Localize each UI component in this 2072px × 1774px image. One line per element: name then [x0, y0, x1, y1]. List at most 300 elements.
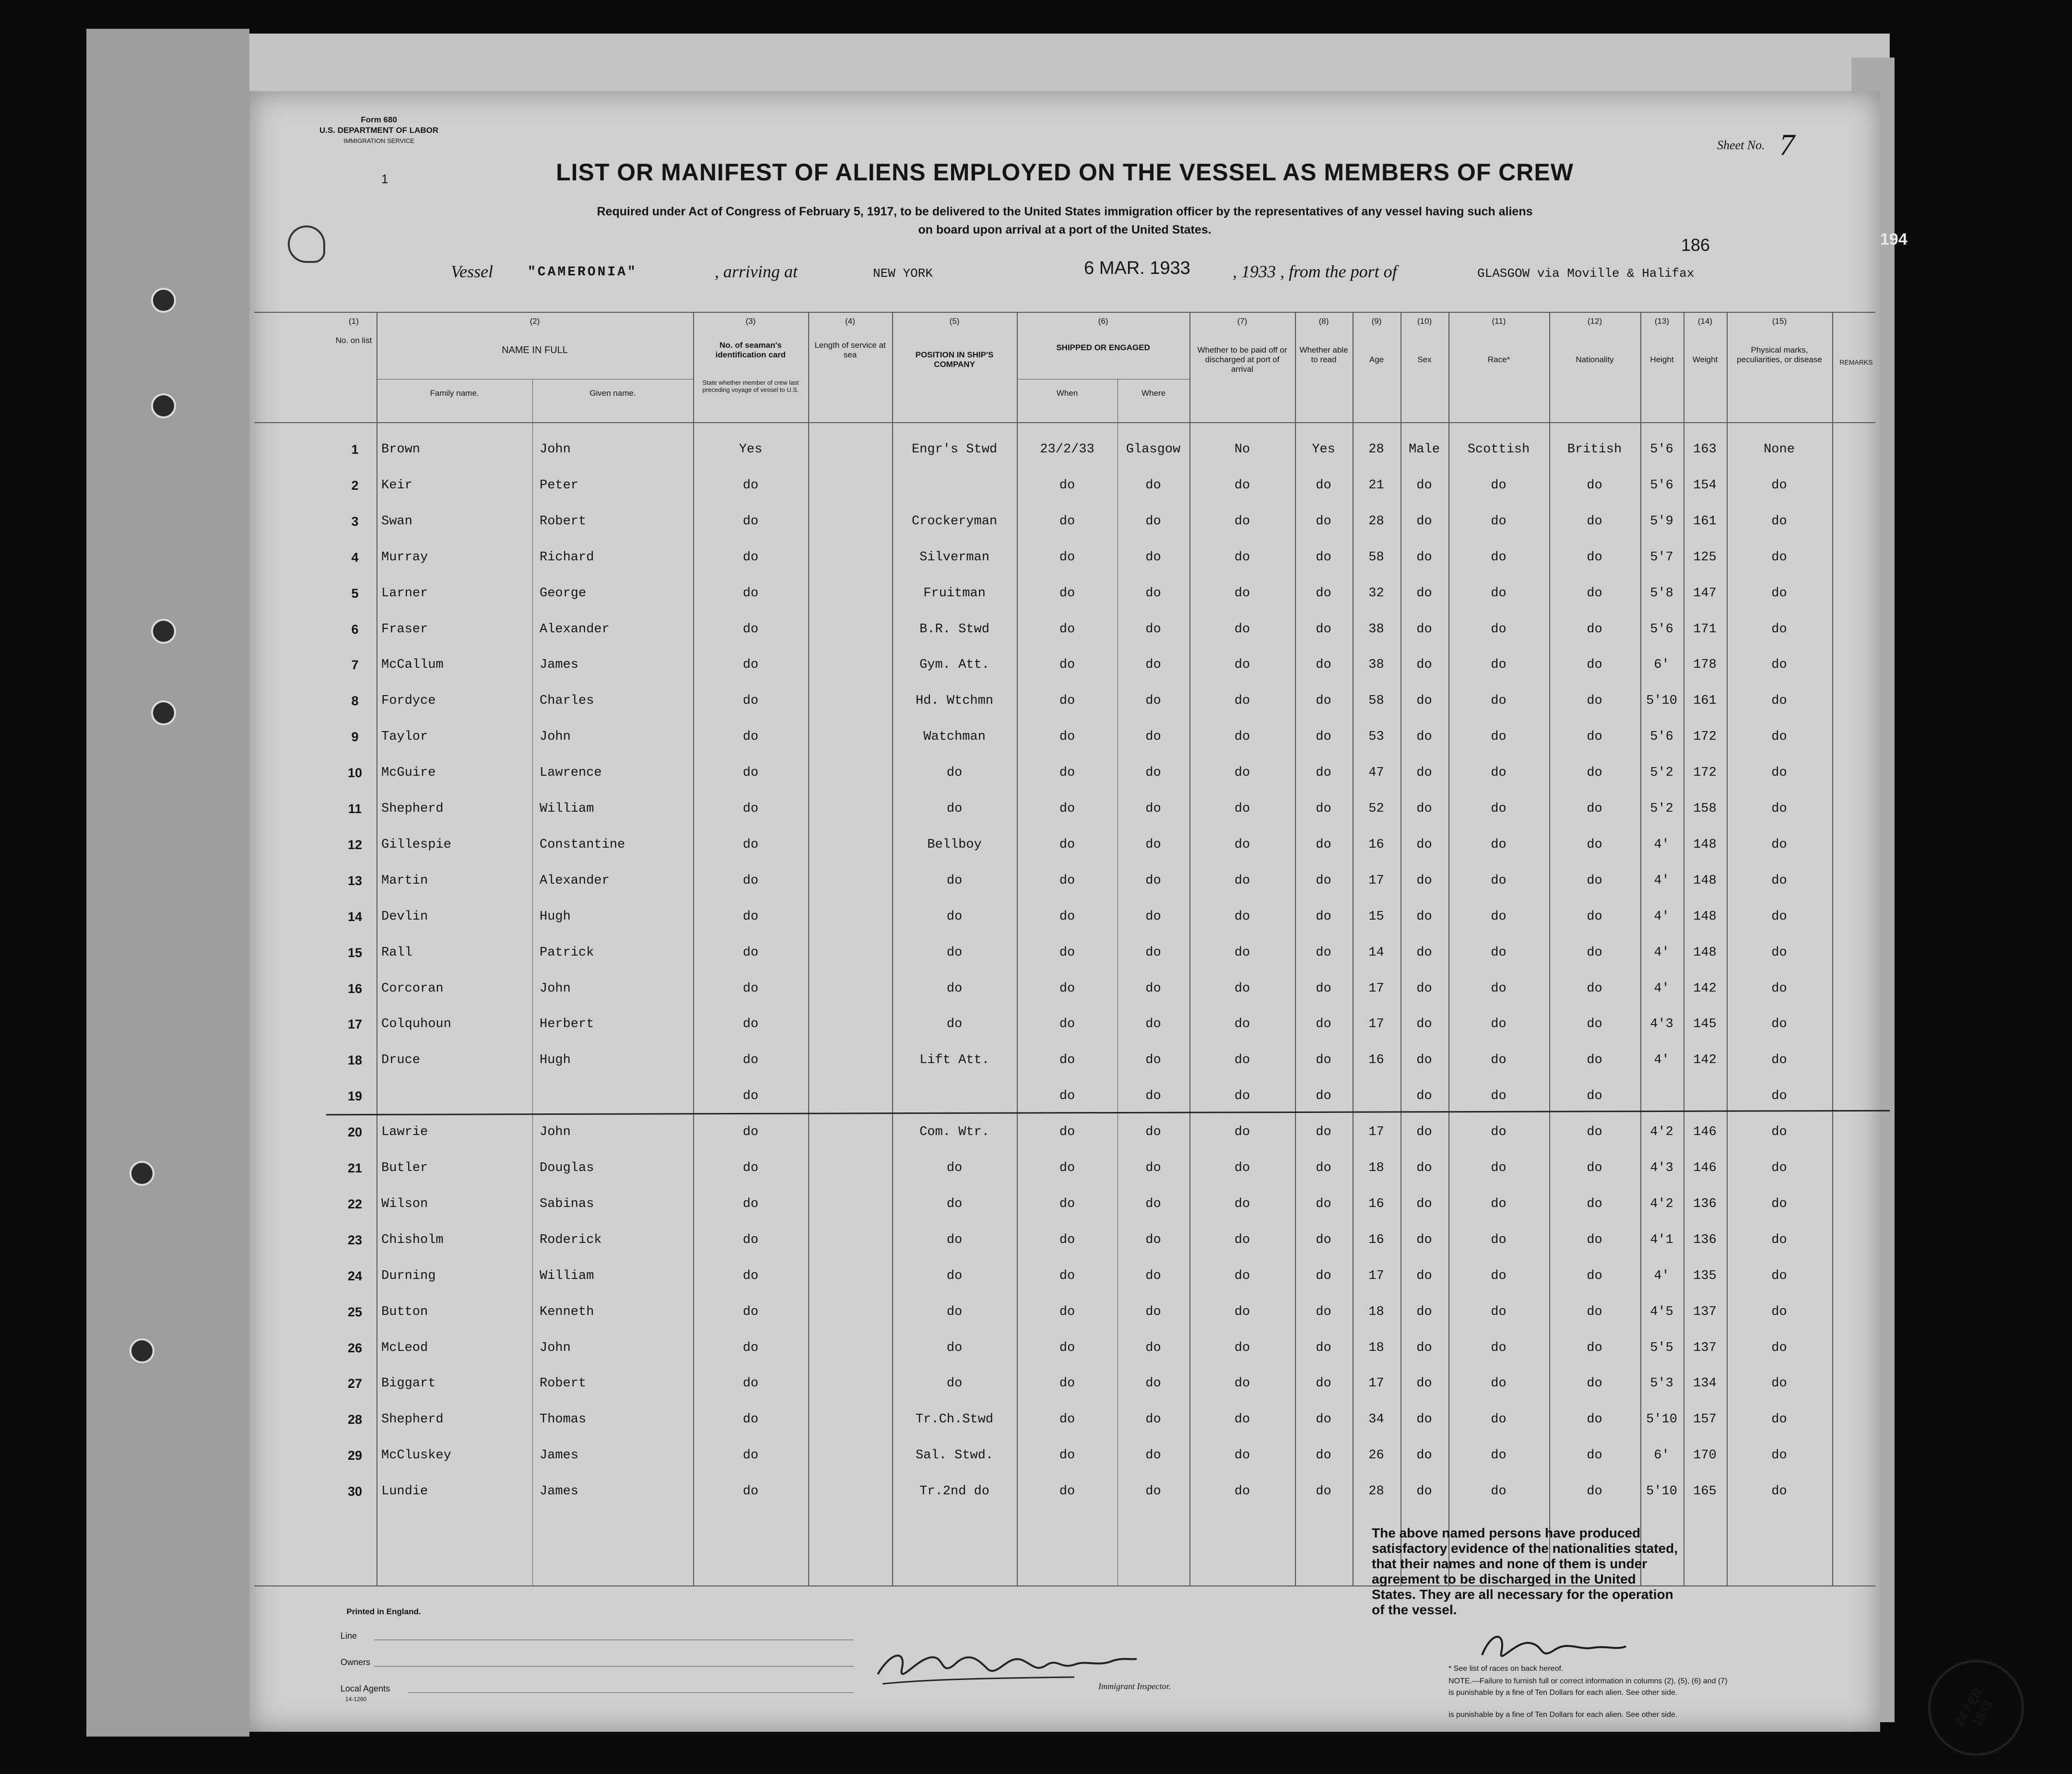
- cell-row-number: 30: [347, 1484, 363, 1499]
- cell-position: do: [946, 766, 963, 781]
- cell-race: do: [1491, 694, 1507, 709]
- cell-age: 26: [1368, 1448, 1384, 1463]
- col-header-weight: Weight: [1692, 355, 1718, 364]
- cell-weight: 136: [1693, 1232, 1717, 1247]
- cell-height: 6': [1654, 658, 1670, 673]
- cell-family-name: Brown: [381, 442, 421, 457]
- cell-position: do: [946, 945, 963, 960]
- cell-physical-marks: None: [1764, 442, 1795, 457]
- cell-nationality: do: [1587, 981, 1602, 996]
- cell-id-card: do: [742, 1161, 759, 1175]
- table-row: [249, 1042, 1880, 1078]
- cell-family-name: Wilson: [381, 1196, 428, 1211]
- certification-stamp: The above named persons have produced satisfactory evidence of the nationalities stated, that their names and none of them is under agreement to be discharged in the United States. They are all necessary for the operation of the vessel.: [1372, 1526, 1678, 1617]
- table-header-rule: [254, 422, 1875, 423]
- cell-able-to-read: do: [1316, 802, 1331, 816]
- cell-height: 5'5: [1650, 1340, 1673, 1355]
- cell-shipped-when: do: [1059, 694, 1075, 709]
- cell-family-name: McCluskey: [381, 1448, 451, 1463]
- page-number-stamp-2: 194: [1880, 230, 1907, 248]
- cell-shipped-where: do: [1145, 694, 1161, 709]
- cell-able-to-read: do: [1316, 514, 1331, 529]
- cell-physical-marks: do: [1771, 1089, 1787, 1104]
- cell-nationality: do: [1587, 1376, 1602, 1391]
- cell-shipped-where: Glasgow: [1126, 442, 1181, 457]
- cell-age: 53: [1368, 730, 1384, 745]
- cell-row-number: 3: [351, 514, 359, 529]
- page-number-stamp: 186: [1681, 235, 1710, 255]
- cell-row-number: 11: [348, 802, 362, 816]
- cell-row-number: 7: [351, 658, 359, 673]
- cell-paid-off: do: [1234, 1232, 1250, 1247]
- cell-row-number: 13: [347, 873, 363, 888]
- cell-row-number: 22: [347, 1196, 363, 1211]
- cell-id-card: do: [742, 1232, 759, 1247]
- cell-id-card: Yes: [739, 442, 763, 457]
- cell-able-to-read: do: [1316, 1268, 1331, 1283]
- cell-row-number: 28: [347, 1412, 363, 1427]
- cell-weight: 154: [1693, 478, 1717, 493]
- cell-age: 38: [1368, 658, 1384, 673]
- cell-row-number: 14: [347, 909, 363, 924]
- cell-id-card: do: [742, 1304, 759, 1319]
- cell-able-to-read: do: [1316, 1484, 1331, 1499]
- line-label: Line: [341, 1631, 357, 1641]
- cell-race: do: [1491, 981, 1507, 996]
- cell-physical-marks: do: [1771, 1448, 1787, 1463]
- table-row: [249, 1150, 1880, 1186]
- cell-given-name: Douglas: [540, 1161, 594, 1175]
- date-stamp-text: 24 FEB. 1933: [1952, 1682, 1996, 1729]
- cell-nationality: British: [1567, 442, 1622, 457]
- cell-weight: 148: [1693, 837, 1717, 852]
- page-title: LIST OR MANIFEST OF ALIENS EMPLOYED ON THE VESSEL AS MEMBERS OF CREW: [556, 159, 1574, 186]
- cell-nationality: do: [1587, 622, 1602, 637]
- cell-physical-marks: do: [1771, 550, 1787, 565]
- table-row: [249, 899, 1880, 934]
- cell-able-to-read: do: [1316, 694, 1331, 709]
- col-header-physical-marks: Physical marks, peculiarities, or disease: [1737, 345, 1822, 364]
- cell-shipped-when: do: [1059, 873, 1075, 888]
- col-header-nationality: Nationality: [1576, 355, 1614, 364]
- cell-shipped-when: do: [1059, 514, 1075, 529]
- cell-physical-marks: do: [1771, 945, 1787, 960]
- cell-nationality: do: [1587, 945, 1602, 960]
- cell-id-card: do: [742, 873, 759, 888]
- cell-weight: 146: [1693, 1125, 1717, 1140]
- cell-race: do: [1491, 802, 1507, 816]
- cell-shipped-when: do: [1059, 766, 1075, 781]
- cell-sex: do: [1416, 1304, 1432, 1319]
- cell-weight: 157: [1693, 1412, 1717, 1427]
- cell-age: 28: [1368, 1484, 1384, 1499]
- cell-shipped-when: do: [1059, 1304, 1075, 1319]
- cell-height: 5'3: [1650, 1376, 1673, 1391]
- cell-id-card: do: [742, 1376, 759, 1391]
- cell-sex: do: [1416, 1448, 1432, 1463]
- cell-weight: 142: [1693, 1053, 1717, 1068]
- cell-sex: do: [1416, 1412, 1432, 1427]
- cell-paid-off: do: [1234, 909, 1250, 924]
- cell-family-name: Corcoran: [381, 981, 444, 996]
- cell-sex: do: [1416, 981, 1432, 996]
- cell-position: Hd. Wtchmn: [915, 694, 994, 709]
- cell-paid-off: do: [1234, 1053, 1250, 1068]
- cell-row-number: 4: [351, 550, 359, 565]
- cell-race: do: [1491, 1412, 1507, 1427]
- cell-shipped-when: 23/2/33: [1040, 442, 1095, 457]
- cell-paid-off: do: [1234, 981, 1250, 996]
- cell-given-name: John: [540, 981, 571, 996]
- cell-weight: 125: [1693, 550, 1717, 565]
- cell-weight: 178: [1693, 658, 1717, 673]
- col-num-8: (8): [1319, 317, 1329, 326]
- col-num-3: (3): [745, 317, 756, 326]
- cell-age: 18: [1368, 1340, 1384, 1355]
- col-header-when: When: [1056, 389, 1078, 398]
- cell-physical-marks: do: [1771, 514, 1787, 529]
- cell-position: do: [946, 802, 963, 816]
- cell-family-name: Fraser: [381, 622, 428, 637]
- cell-row-number: 2: [351, 478, 359, 493]
- cell-family-name: Swan: [381, 514, 412, 529]
- cell-nationality: do: [1587, 1304, 1602, 1319]
- cell-paid-off: do: [1234, 802, 1250, 816]
- cell-paid-off: do: [1234, 1196, 1250, 1211]
- cell-family-name: Lawrie: [381, 1125, 428, 1140]
- table-row: [249, 827, 1880, 863]
- cell-id-card: do: [742, 981, 759, 996]
- cell-able-to-read: do: [1316, 1304, 1331, 1319]
- col-header-where: Where: [1141, 389, 1166, 398]
- cell-nationality: do: [1587, 694, 1602, 709]
- cell-nationality: do: [1587, 1484, 1602, 1499]
- cell-weight: 146: [1693, 1161, 1717, 1175]
- cell-given-name: Thomas: [540, 1412, 587, 1427]
- cell-paid-off: do: [1234, 873, 1250, 888]
- cell-row-number: 21: [347, 1161, 363, 1175]
- cell-nationality: do: [1587, 1161, 1602, 1175]
- cell-race: do: [1491, 1196, 1507, 1211]
- table-row: [249, 1330, 1880, 1366]
- cell-row-number: 8: [351, 694, 359, 709]
- cell-given-name: Richard: [540, 550, 594, 565]
- cell-given-name: Alexander: [540, 622, 610, 637]
- cell-physical-marks: do: [1771, 1304, 1787, 1319]
- cell-shipped-where: do: [1145, 1268, 1161, 1283]
- cell-height: 4'2: [1650, 1125, 1673, 1140]
- table-row: [249, 1114, 1880, 1150]
- cell-row-number: 27: [347, 1376, 363, 1391]
- cell-weight: 142: [1693, 981, 1717, 996]
- cell-race: do: [1491, 945, 1507, 960]
- cell-paid-off: do: [1234, 694, 1250, 709]
- underlying-sheet-top: [201, 34, 1890, 101]
- sheet-number: 7: [1779, 128, 1795, 162]
- service: IMMIGRATION SERVICE: [343, 137, 414, 144]
- cell-paid-off: do: [1234, 766, 1250, 781]
- cell-shipped-where: do: [1145, 873, 1161, 888]
- cell-row-number: 18: [347, 1053, 363, 1068]
- cell-weight: 170: [1693, 1448, 1717, 1463]
- cell-paid-off: do: [1234, 1161, 1250, 1175]
- col-header-name: NAME IN FULL: [502, 345, 568, 355]
- table-row: [249, 683, 1880, 719]
- cell-shipped-when: do: [1059, 1196, 1075, 1211]
- cell-id-card: do: [742, 1089, 759, 1104]
- cell-height: 4'3: [1650, 1161, 1673, 1175]
- cell-shipped-where: do: [1145, 766, 1161, 781]
- cell-physical-marks: do: [1771, 1484, 1787, 1499]
- cell-id-card: do: [742, 622, 759, 637]
- cell-height: 4'3: [1650, 1017, 1673, 1032]
- circled-q-mark: [288, 225, 325, 263]
- cell-nationality: do: [1587, 909, 1602, 924]
- cell-family-name: McGuire: [381, 766, 436, 781]
- cell-shipped-when: do: [1059, 909, 1075, 924]
- cell-physical-marks: do: [1771, 981, 1787, 996]
- cell-shipped-when: do: [1059, 1340, 1075, 1355]
- arrival-date-stamp: 6 MAR. 1933: [1084, 258, 1190, 278]
- cell-position: B.R. Stwd: [919, 622, 989, 637]
- cell-height: 4': [1654, 981, 1670, 996]
- cell-id-card: do: [742, 730, 759, 745]
- table-row: [249, 647, 1880, 683]
- cell-family-name: Butler: [381, 1161, 428, 1175]
- arriving-label: , arriving at: [715, 262, 798, 281]
- cell-position: Tr.2nd do: [919, 1484, 989, 1499]
- cell-shipped-where: do: [1145, 1125, 1161, 1140]
- cell-physical-marks: do: [1771, 1376, 1787, 1391]
- cell-position: Gym. Att.: [919, 658, 989, 673]
- cell-age: 58: [1368, 694, 1384, 709]
- cell-weight: 158: [1693, 802, 1717, 816]
- cell-race: do: [1491, 1161, 1507, 1175]
- cell-sex: do: [1416, 478, 1432, 493]
- cell-sex: do: [1416, 1089, 1432, 1104]
- cell-weight: 137: [1693, 1304, 1717, 1319]
- cell-shipped-where: do: [1145, 945, 1161, 960]
- cell-position: do: [946, 1161, 963, 1175]
- cell-family-name: Druce: [381, 1053, 421, 1068]
- cell-given-name: Peter: [540, 478, 579, 493]
- cell-nationality: do: [1587, 1125, 1602, 1140]
- cell-given-name: William: [540, 802, 594, 816]
- cell-shipped-where: do: [1145, 802, 1161, 816]
- col-header-shipped: SHIPPED OR ENGAGED: [1056, 343, 1150, 352]
- cell-id-card: do: [742, 1053, 759, 1068]
- cell-given-name: Hugh: [540, 1053, 571, 1068]
- cell-row-number: 15: [347, 945, 363, 960]
- cell-id-card: do: [742, 1017, 759, 1032]
- cell-position: do: [946, 1376, 963, 1391]
- cell-family-name: Devlin: [381, 909, 428, 924]
- cell-age: 52: [1368, 802, 1384, 816]
- cell-row-number: 9: [351, 730, 359, 745]
- cell-race: do: [1491, 1376, 1507, 1391]
- cell-family-name: Murray: [381, 550, 428, 565]
- cell-position: Silverman: [919, 550, 989, 565]
- cell-sex: do: [1416, 514, 1432, 529]
- cell-shipped-when: do: [1059, 658, 1075, 673]
- cell-family-name: Durning: [381, 1268, 436, 1283]
- cell-sex: Male: [1409, 442, 1440, 457]
- cell-id-card: do: [742, 694, 759, 709]
- cell-family-name: Chisholm: [381, 1232, 444, 1247]
- master-signature: [1477, 1621, 1631, 1669]
- cell-shipped-where: do: [1145, 1161, 1161, 1175]
- cell-weight: 172: [1693, 766, 1717, 781]
- cell-weight: 165: [1693, 1484, 1717, 1499]
- cell-row-number: 26: [347, 1340, 363, 1355]
- cell-physical-marks: do: [1771, 1412, 1787, 1427]
- cell-race: do: [1491, 1053, 1507, 1068]
- col-header-position: POSITION IN SHIP'S COMPANY: [915, 350, 994, 369]
- cell-given-name: William: [540, 1268, 594, 1283]
- cell-nationality: do: [1587, 873, 1602, 888]
- printed-in-england: Printed in England.: [346, 1607, 421, 1616]
- cell-able-to-read: do: [1316, 873, 1331, 888]
- col-header-id-card: No. of seaman's identification card: [715, 341, 786, 359]
- cell-height: 5'10: [1646, 1484, 1677, 1499]
- vessel-name: "CAMERONIA": [528, 265, 637, 280]
- cell-id-card: do: [742, 802, 759, 816]
- cell-height: 4': [1654, 1268, 1670, 1283]
- cell-sex: do: [1416, 1196, 1432, 1211]
- col-header-height: Height: [1650, 355, 1674, 364]
- cell-age: 17: [1368, 1376, 1384, 1391]
- cell-nationality: do: [1587, 1017, 1602, 1032]
- sheet-label: Sheet No.: [1717, 138, 1765, 152]
- col-num-6: (6): [1098, 317, 1108, 326]
- punch-hole: [151, 700, 176, 725]
- col-num-7: (7): [1237, 317, 1248, 326]
- cell-able-to-read: do: [1316, 1448, 1331, 1463]
- note-line-3: is punishable by a fine of Ten Dollars for each alien. See other side.: [1448, 1711, 1678, 1719]
- cell-nationality: do: [1587, 1053, 1602, 1068]
- col-header-given-name: Given name.: [589, 389, 636, 398]
- cell-given-name: Charles: [540, 694, 594, 709]
- department: U.S. DEPARTMENT OF LABOR: [319, 126, 439, 135]
- cell-weight: 145: [1693, 1017, 1717, 1032]
- punch-hole: [151, 619, 176, 644]
- cell-position: Tr.Ch.Stwd: [915, 1412, 994, 1427]
- cell-shipped-where: do: [1145, 658, 1161, 673]
- cell-physical-marks: do: [1771, 1268, 1787, 1283]
- col-num-9: (9): [1371, 317, 1382, 326]
- cell-weight: 136: [1693, 1196, 1717, 1211]
- manifest-sheet: [249, 91, 1996, 1732]
- table-row: [249, 1222, 1880, 1258]
- cell-shipped-where: do: [1145, 622, 1161, 637]
- cell-sex: do: [1416, 1232, 1432, 1247]
- cell-sex: do: [1416, 1125, 1432, 1140]
- cell-able-to-read: do: [1316, 1161, 1331, 1175]
- table-row: [249, 971, 1880, 1006]
- cell-weight: 148: [1693, 945, 1717, 960]
- col-header-id-card-note: State whether member of crew last preceding voyage of vessel to U.S.: [702, 379, 799, 393]
- cell-height: 4': [1654, 1053, 1670, 1068]
- col-num-1: (1): [349, 317, 359, 326]
- cell-age: 17: [1368, 1125, 1384, 1140]
- cell-race: do: [1491, 873, 1507, 888]
- cell-age: 17: [1368, 1017, 1384, 1032]
- cell-physical-marks: do: [1771, 622, 1787, 637]
- cell-physical-marks: do: [1771, 1125, 1787, 1140]
- cell-able-to-read: do: [1316, 1017, 1331, 1032]
- cell-shipped-when: do: [1059, 550, 1075, 565]
- cell-age: 17: [1368, 981, 1384, 996]
- page-mark: 1: [381, 172, 388, 186]
- cell-family-name: Martin: [381, 873, 428, 888]
- cell-race: do: [1491, 766, 1507, 781]
- cell-shipped-where: do: [1145, 1089, 1161, 1104]
- cell-shipped-where: do: [1145, 1196, 1161, 1211]
- table-row: [249, 1438, 1880, 1473]
- cell-weight: [1684, 1078, 1725, 1114]
- cell-able-to-read: do: [1316, 945, 1331, 960]
- cell-race: do: [1491, 1304, 1507, 1319]
- cell-age: 16: [1368, 1053, 1384, 1068]
- cell-age: 28: [1368, 514, 1384, 529]
- col-num-15: (15): [1772, 317, 1787, 326]
- date-stamp: [1928, 1660, 2024, 1756]
- cell-family-name: Larner: [381, 586, 428, 601]
- cell-shipped-when: do: [1059, 478, 1075, 493]
- cell-physical-marks: do: [1771, 586, 1787, 601]
- cell-id-card: do: [742, 1340, 759, 1355]
- cell-position: do: [946, 1017, 963, 1032]
- cell-sex: do: [1416, 550, 1432, 565]
- table-row: [249, 863, 1880, 899]
- cell-race: do: [1491, 1232, 1507, 1247]
- cell-age: 34: [1368, 1412, 1384, 1427]
- col-header-race: Race*: [1487, 355, 1510, 364]
- cell-shipped-when: do: [1059, 945, 1075, 960]
- cell-id-card: do: [742, 586, 759, 601]
- cell-row-number: 17: [347, 1017, 363, 1032]
- cell-given-name: George: [540, 586, 587, 601]
- cell-given-name: James: [540, 1484, 579, 1499]
- col-num-14: (14): [1697, 317, 1713, 326]
- cell-shipped-where: do: [1145, 1376, 1161, 1391]
- punch-hole: [151, 288, 176, 313]
- table-row: [249, 791, 1880, 827]
- cell-given-name: Sabinas: [540, 1196, 594, 1211]
- cell-height: 5'6: [1650, 442, 1673, 457]
- cell-row-number: 24: [347, 1268, 363, 1283]
- cell-position: do: [946, 1232, 963, 1247]
- note-line-2: is punishable by a fine of Ten Dollars for each alien. See other side.: [1448, 1689, 1678, 1697]
- cell-sex: do: [1416, 1376, 1432, 1391]
- table-row: [249, 719, 1880, 755]
- cell-row-number: 23: [347, 1232, 363, 1247]
- col-num-5: (5): [949, 317, 960, 326]
- cell-race: Scottish: [1467, 442, 1530, 457]
- cell-paid-off: do: [1234, 1017, 1250, 1032]
- cell-position: Engr's Stwd: [911, 442, 998, 457]
- cell-physical-marks: do: [1771, 1017, 1787, 1032]
- cell-able-to-read: do: [1316, 1232, 1331, 1247]
- cell-nationality: do: [1587, 730, 1602, 745]
- cell-sex: do: [1416, 1053, 1432, 1068]
- col-num-10: (10): [1417, 317, 1432, 326]
- table-row: [249, 755, 1880, 791]
- cell-able-to-read: do: [1316, 478, 1331, 493]
- cell-family-name: Shepherd: [381, 802, 444, 816]
- cell-weight: 161: [1693, 694, 1717, 709]
- cell-given-name: Herbert: [540, 1017, 594, 1032]
